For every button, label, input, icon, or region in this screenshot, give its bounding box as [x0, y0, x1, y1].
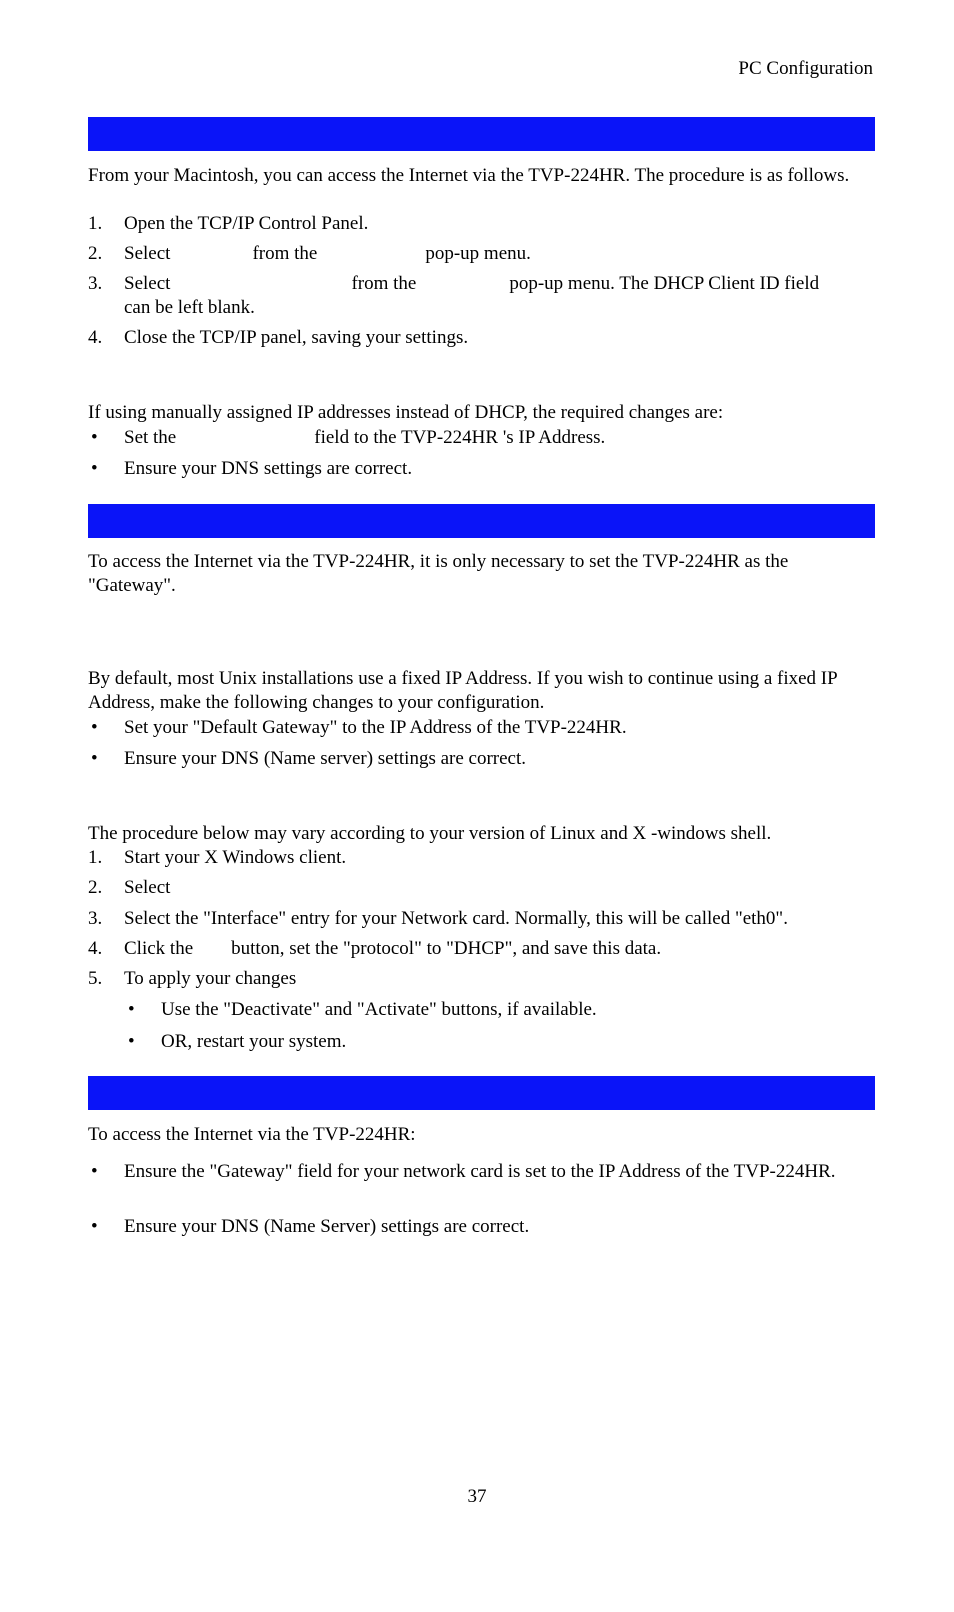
- bullet-icon: •: [91, 1216, 98, 1237]
- step-number: 1.: [88, 847, 103, 868]
- bullet-text: Ensure your DNS (Name Server) settings are correct.: [124, 1216, 530, 1237]
- bullet-text: OR, restart your system.: [161, 1031, 347, 1052]
- step-text: Close the TCP/IP panel, saving your settings.: [124, 327, 469, 348]
- other-intro: To access the Internet via the TVP-224HR:: [88, 1124, 416, 1145]
- step-text: Start your X Windows client.: [124, 847, 347, 868]
- unix-fixed-intro: By default, most Unix installations use a fixed IP Address. If you wish to continue using a fixed IP Address, make the following changes to your configuration.: [88, 668, 837, 713]
- step-number: 3.: [88, 273, 103, 294]
- step-text: Select from the pop-up menu.: [124, 243, 531, 264]
- bullet-text: Ensure the "Gateway" field for your network card is set to the IP Address of the TVP-224HR.: [124, 1161, 836, 1182]
- step-number: 4.: [88, 938, 103, 959]
- bullet-text: Set your "Default Gateway" to the IP Address of the TVP-224HR.: [124, 717, 627, 738]
- bullet-icon: •: [91, 1161, 98, 1182]
- bullet-text: Set the field to the TVP-224HR 's IP Address.: [124, 427, 606, 448]
- bullet-icon: •: [91, 427, 98, 448]
- step-number: 1.: [88, 213, 103, 234]
- step-text: Open the TCP/IP Control Panel.: [124, 213, 369, 234]
- step-number: 3.: [88, 908, 103, 929]
- step-text: To apply your changes: [124, 968, 297, 989]
- step-text: Select from the pop-up menu. The DHCP Client ID field can be left blank.: [124, 273, 820, 318]
- step-number: 5.: [88, 968, 103, 989]
- page-number: 37: [467, 1486, 487, 1507]
- section-heading-bar-macintosh: [88, 117, 875, 151]
- section-heading-bar-other: [88, 1076, 875, 1110]
- bullet-icon: •: [91, 748, 98, 769]
- step-number: 2.: [88, 877, 103, 898]
- bullet-text: Use the "Deactivate" and "Activate" buttons, if available.: [161, 999, 597, 1020]
- bullet-icon: •: [128, 999, 135, 1020]
- linux-intro: The procedure below may vary according to your version of Linux and X -windows shell.: [88, 823, 772, 844]
- step-number: 2.: [88, 243, 103, 264]
- mac-manual-intro: If using manually assigned IP addresses instead of DHCP, the required changes are:: [88, 402, 724, 423]
- step-text: Select: [124, 877, 171, 898]
- bullet-text: Ensure your DNS settings are correct.: [124, 458, 413, 479]
- section-heading-bar-unix: [88, 504, 875, 538]
- bullet-icon: •: [91, 717, 98, 738]
- step-number: 4.: [88, 327, 103, 348]
- bullet-text: Ensure your DNS (Name server) settings are correct.: [124, 748, 527, 769]
- running-header: PC Configuration: [738, 58, 873, 79]
- bullet-icon: •: [128, 1031, 135, 1052]
- bullet-icon: •: [91, 458, 98, 479]
- step-text: Select the "Interface" entry for your Network card. Normally, this will be called "eth0".: [124, 908, 788, 929]
- step-text: Click the button, set the "protocol" to "DHCP", and save this data.: [124, 938, 662, 959]
- mac-intro-paragraph: From your Macintosh, you can access the Internet via the TVP-224HR. The procedure is as follows.: [88, 165, 850, 186]
- unix-intro-paragraph: To access the Internet via the TVP-224HR, it is only necessary to set the TVP-224HR as the "Gateway".: [88, 551, 789, 596]
